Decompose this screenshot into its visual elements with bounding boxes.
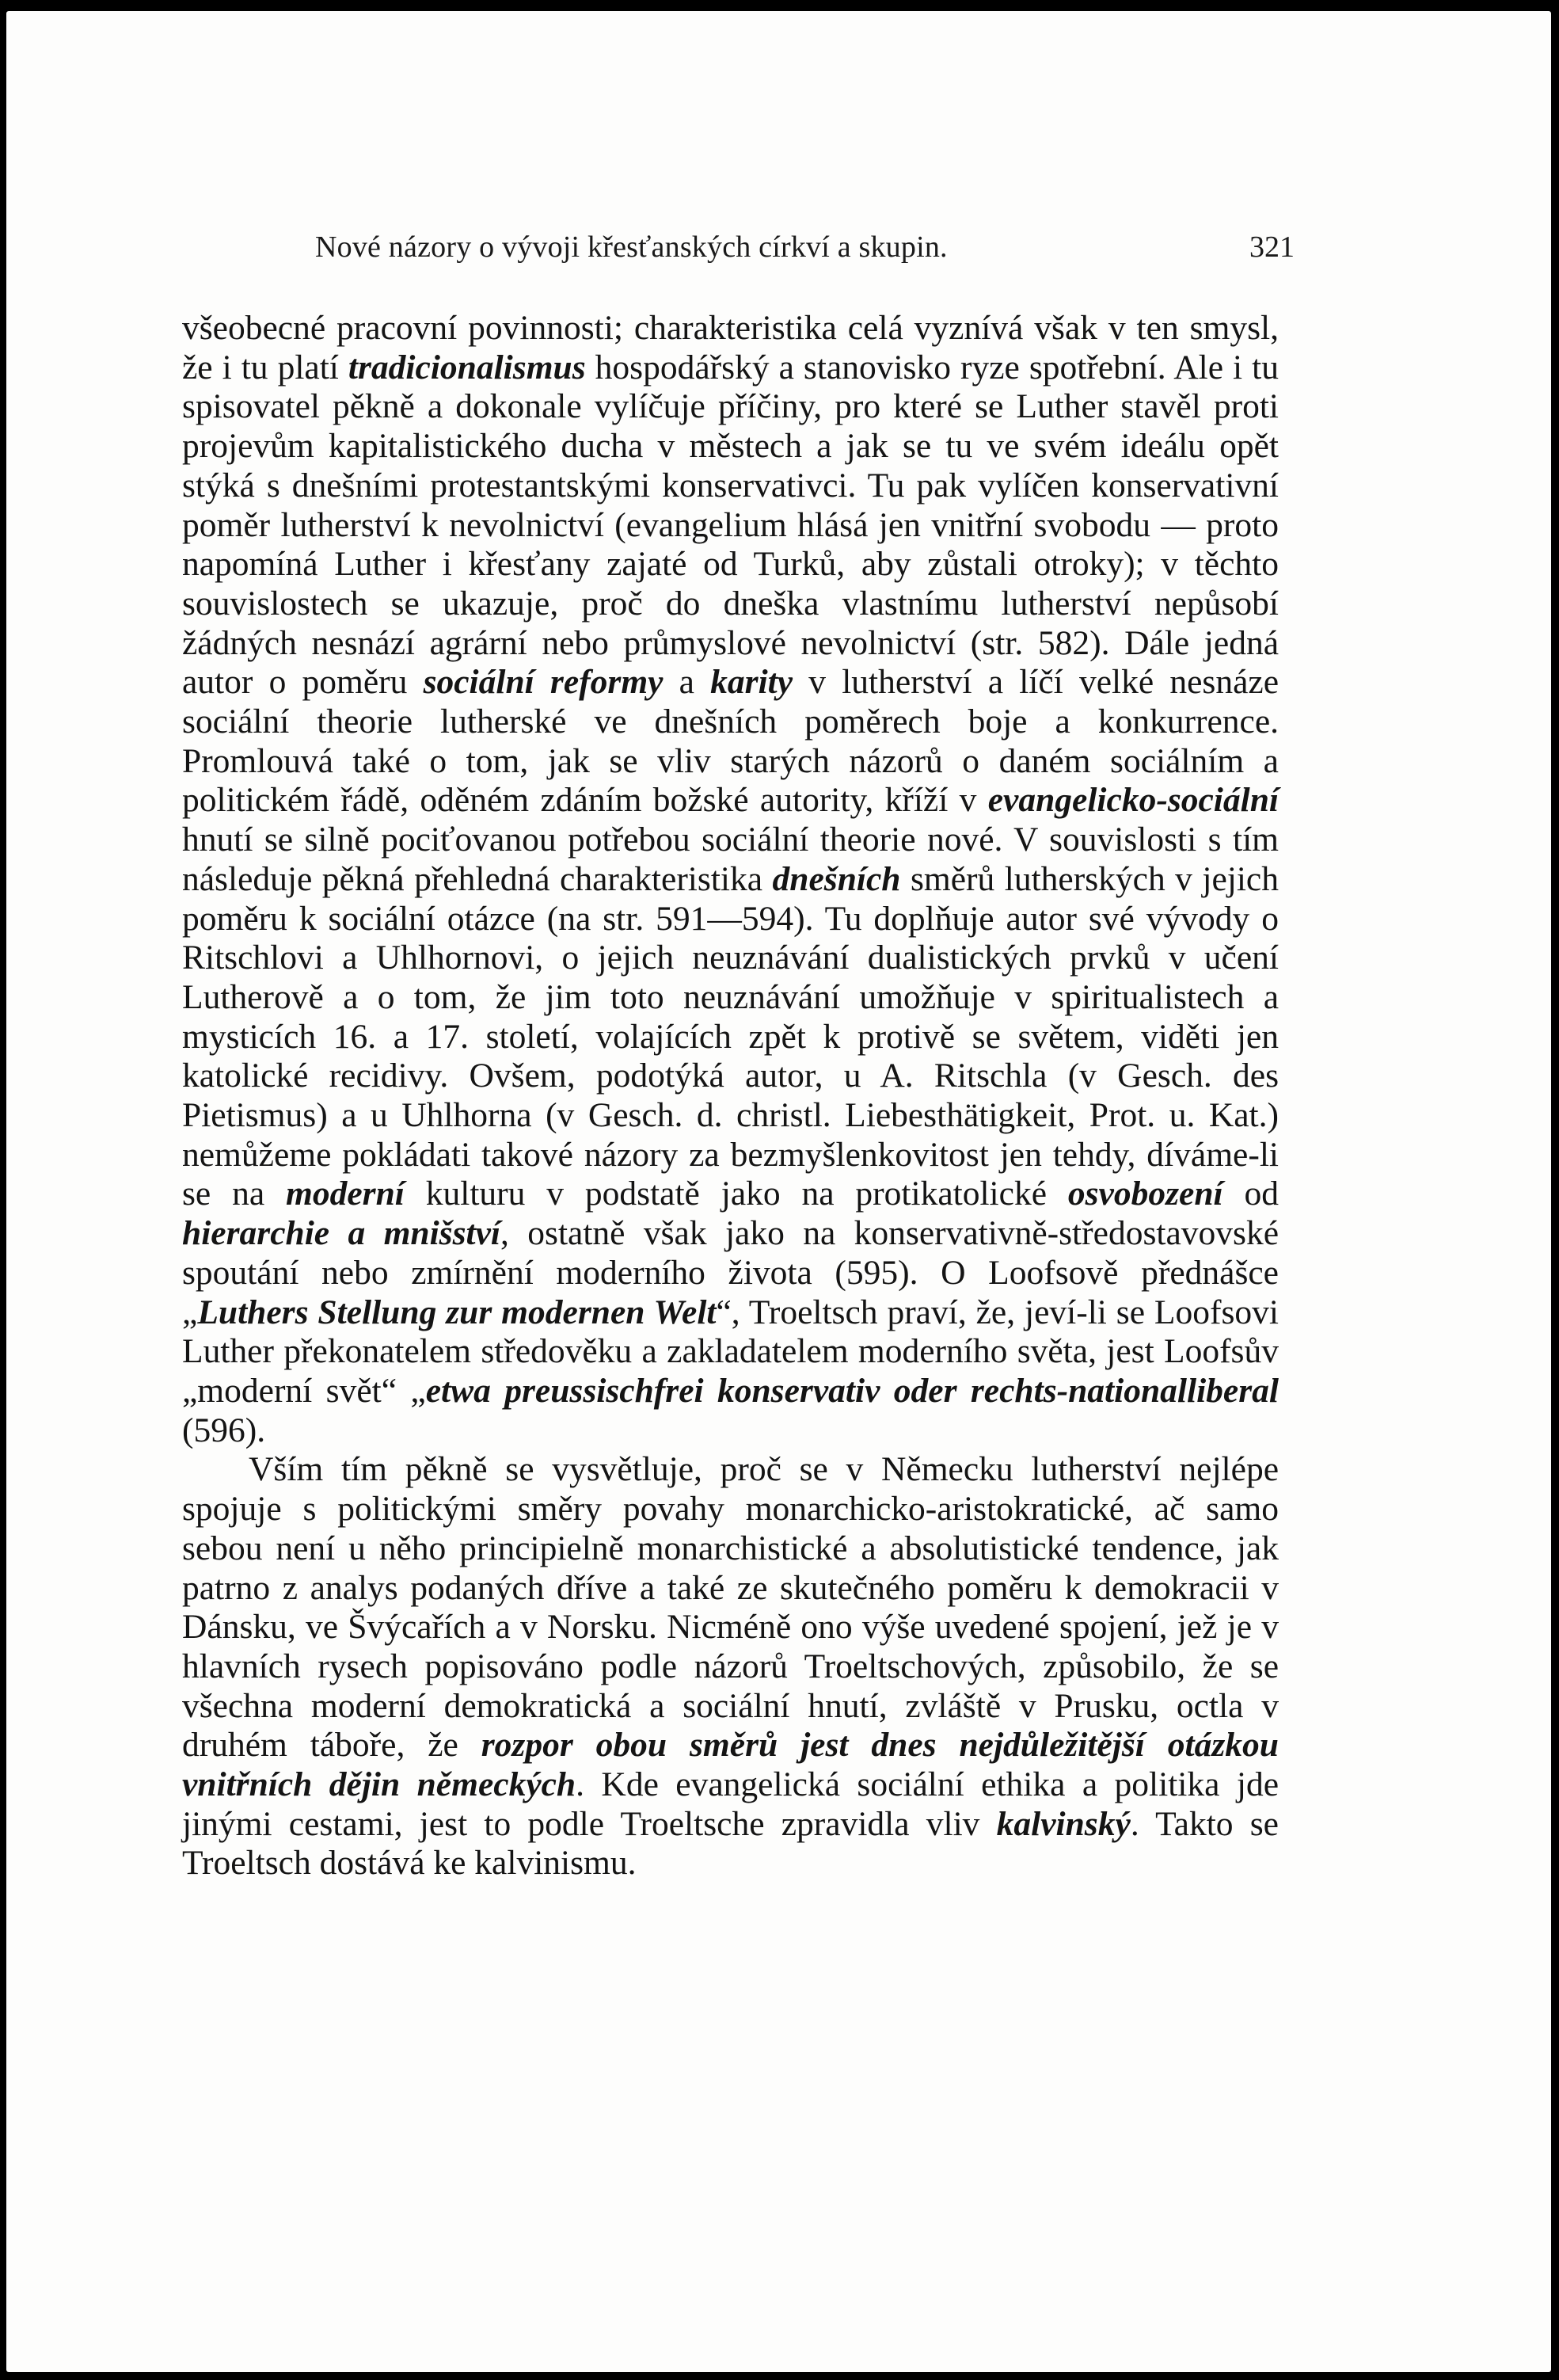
text-run: . Kde evangelická sociální ethika a politika jde jinými cestami, jest to podle Troeltsche zpravidla vliv [182, 1765, 1280, 1843]
emphasis-text: kalvinský [996, 1804, 1131, 1843]
emphasis-text: hierarchie a mnišství [182, 1214, 501, 1253]
text-run: kulturu v podstatě jako na protikatolické [404, 1175, 1068, 1213]
emphasis-text: osvobození [1067, 1175, 1223, 1213]
running-title: Nové názory o vývoji křesťanských církví a skupin. [315, 230, 948, 264]
text-run: “, Troeltsch praví, že, jeví-li se Loofsovi Luther překonatelem středověku a zakladatelem moderního světa, jest Loofsův „moderní svět“ „ [182, 1293, 1280, 1410]
text-run: , ostatně však jako na konservativně-středostavovské spoutání nebo zmírnění moderního života (595). O Loofsově přednášce „ [182, 1214, 1279, 1331]
text-run: od [1222, 1175, 1279, 1213]
paragraph-2 [182, 1450, 1279, 1883]
body-text [182, 309, 1279, 1883]
emphasis-text: moderní [286, 1175, 405, 1213]
text-run: hnutí se silně pociťovanou potřebou sociální theorie nové. V souvislosti s tím následuje pěkná přehledná charakteristika [182, 821, 1279, 898]
text-run: Vším tím pěkně se vysvětluje, proč se v Německu lutherství nejlépe spojuje s politickými směry povahy monarchicko-aristokratické, ač samo sebou není u něho principielně monarchistické a absolutistické tendence, jak patrno z analys podaných dříve a také ze skutečného poměru k demokracii v Dánsku, ve Švýcařích a v Norsku. Nicméně ono výše uvedené spojení, jež je v hlavních rysech popisováno podle názorů Troeltschových, způsobilo, že se všechna moderní demokratická a sociální hnutí, zvláště v Prusku, octla v druhém táboře, že [182, 1450, 1279, 1765]
emphasis-text: dnešních [772, 859, 901, 898]
text-run: hospodářský a stanovisko ryze spotřební. Ale i tu spisovatel pěkně a dokonale vylíčuje příčiny, pro které se Luther stavěl proti projevům kapitalistického ducha v městech a jak se tu ve svém ideálu opět stýká s dnešními protestantskými konservativci. Tu pak vylíčen konservativní poměr lutherství k nevolnictví (evangelium hlásá jen vnitřní svobodu — proto napomíná Luther i křesťany zajaté od Turků, aby zůstali otroky); v těchto souvislostech se ukazuje, proč do dneška vlastnímu lutherství nepůsobí žádných nesnází agrární nebo průmyslové nevolnictví (str. 582). Dále jedná autor o poměru [182, 348, 1279, 702]
emphasis-text: Luthers Stellung zur modernen Welt [197, 1293, 717, 1331]
emphasis-text: evangelicko-sociální [987, 781, 1279, 820]
running-header [315, 230, 1295, 277]
emphasis-text: rozpor obou směrů jest dnes nejdůležitější otázkou vnitřních dějin německých [182, 1726, 1279, 1804]
emphasis-text: etwa preussischfrei konservativ oder rechts-nationalliberal [425, 1371, 1279, 1410]
emphasis-text: tradicionalismus [348, 348, 586, 387]
page-number: 321 [1249, 230, 1295, 264]
text-run: (596). [182, 1411, 266, 1449]
text-run: v lutherství a líčí velké nesnáze sociální theorie lutherské ve dnešních poměrech boje a konkurrence. Promlouvá také o tom, jak se vliv starých názorů o daném sociálním a politickém řádě, oděném zdáním božské autority, kříží v [182, 663, 1279, 820]
text-run: . Takto se Troeltsch dostává ke kalvinismu. [182, 1804, 1279, 1883]
paragraph-1 [182, 309, 1279, 1450]
emphasis-text: karity [710, 663, 793, 702]
text-run: a [663, 663, 711, 702]
emphasis-text: sociální reformy [423, 663, 664, 702]
text-run: všeobecné pracovní povinnosti; charakteristika celá vyznívá však v ten smysl, že i tu platí [182, 309, 1279, 387]
text-run: směrů lutherských v jejich poměru k sociální otázce (na str. 591—594). Tu doplňuje autor své vývody o Ritschlovi a Uhlhornovi, o jejich neuznávání dualistických prvků v učení Lutherově a o tom, že jim toto neuznávání umožňuje v spiritualistech a mysticích 16. a 17. století, volajících zpět k protivě se světem, viděti jen katolické recidivy. Ovšem, podotýká autor, u A. Ritschla (v Gesch. des Pietismus) a u Uhlhorna (v Gesch. d. christl. Liebesthätigkeit, Prot. u. Kat.) nemůžeme pokládati takové názory za bezmyšlenkovitost jen tehdy, díváme-li se na [182, 859, 1279, 1213]
book-page [6, 11, 1551, 2372]
